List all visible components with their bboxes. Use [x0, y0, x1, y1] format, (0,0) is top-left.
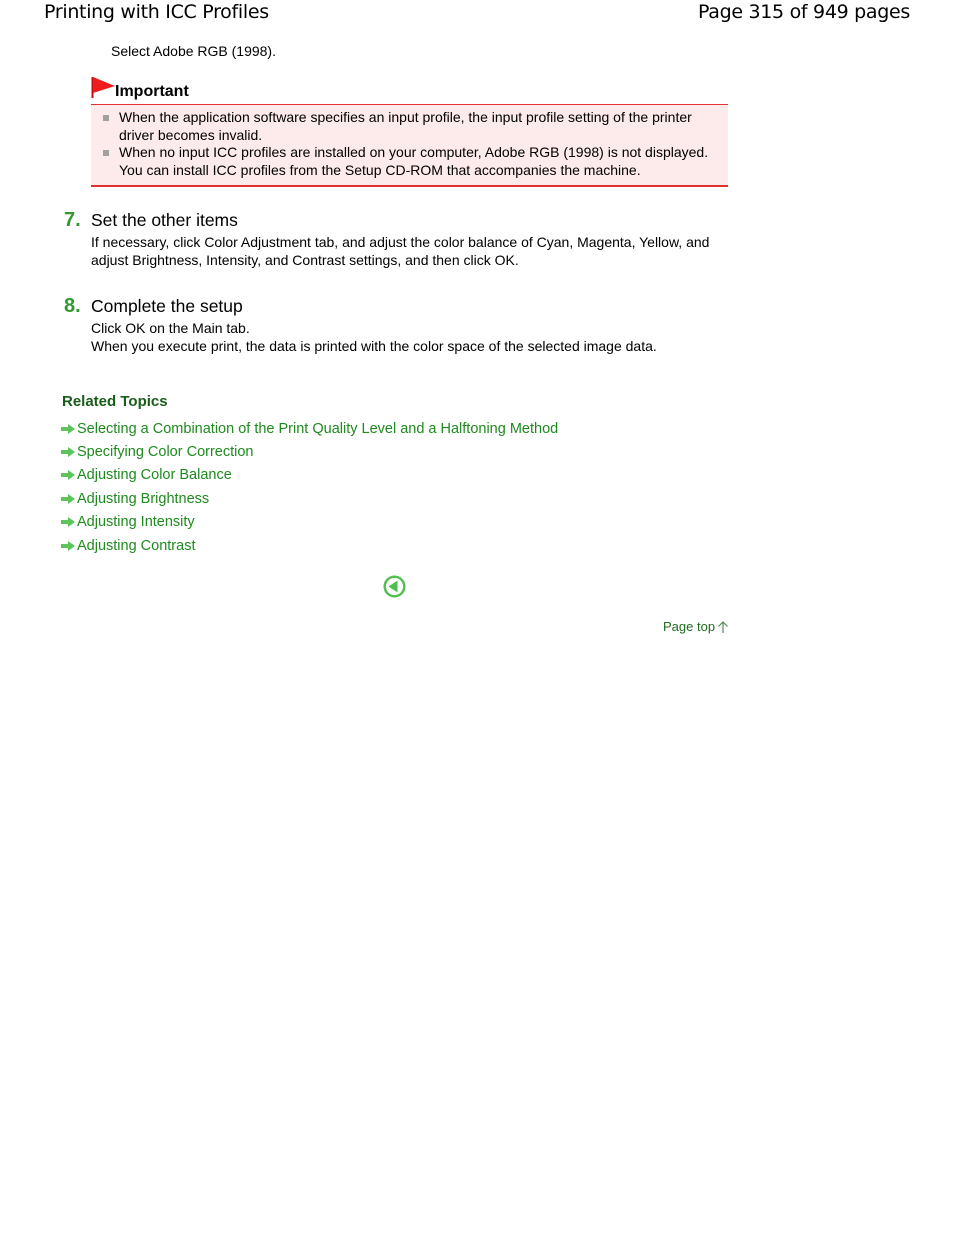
related-link[interactable] [60, 417, 558, 440]
up-arrow-icon [717, 620, 729, 634]
bullet-icon [103, 115, 109, 121]
step-title: Set the other items [91, 210, 238, 230]
important-item [119, 144, 718, 179]
green-arrow-icon [60, 516, 76, 528]
related-link[interactable] [60, 464, 558, 487]
step-title: Complete the setup [91, 296, 243, 316]
important-label: Important [115, 83, 189, 100]
important-header [91, 76, 728, 105]
step-8 [64, 294, 744, 364]
step-body-line: When you execute print, the data is printed with the color space of the selected image data. [91, 338, 657, 354]
related-link[interactable] [60, 440, 558, 463]
related-link[interactable] [60, 534, 558, 557]
green-arrow-icon [60, 423, 76, 435]
related-link-text[interactable]: Adjusting Brightness [77, 490, 210, 507]
related-link-text[interactable]: Selecting a Combination of the Print Quality Level and a Halftoning Method [77, 420, 559, 437]
page-top-link[interactable] [663, 619, 729, 635]
green-arrow-icon [60, 446, 76, 458]
important-box [91, 76, 728, 187]
step-body: If necessary, click Color Adjustment tab, and adjust the color balance of Cyan, Magenta, Yellow, and adjust Brightness, Intensity, and Contrast settings, and then click OK. [91, 234, 710, 268]
step-body [91, 319, 741, 355]
page-title: Printing with ICC Profiles [44, 1, 269, 23]
important-body [91, 105, 728, 187]
step-number: 7. [64, 209, 81, 231]
related-link[interactable] [60, 487, 558, 510]
related-link-text[interactable]: Adjusting Contrast [77, 537, 196, 554]
red-flag-icon [91, 76, 115, 103]
green-arrow-icon [60, 540, 76, 552]
page-top-label[interactable]: Page top [663, 619, 716, 634]
related-topics-list [60, 417, 558, 557]
step-number: 8. [64, 295, 81, 317]
related-link[interactable] [60, 511, 558, 534]
important-item-text: When no input ICC profiles are installed on your computer, Adobe RGB (1998) is not displayed. You can install ICC profiles from the Setup CD-ROM that accompanies the machine. [119, 144, 709, 178]
related-link-text[interactable]: Adjusting Color Balance [77, 467, 232, 484]
related-link-text[interactable]: Adjusting Intensity [77, 514, 195, 531]
page-counter: Page 315 of 949 pages [697, 1, 910, 23]
related-topics-heading: Related Topics [62, 393, 168, 410]
bullet-icon [103, 150, 109, 156]
important-item [119, 109, 718, 144]
step-body-line: Click OK on the Main tab. [91, 320, 250, 336]
step-7 [64, 208, 744, 278]
important-item-text: When the application software specifies an input profile, the input profile setting of the printer driver becomes invalid. [119, 109, 692, 143]
green-arrow-icon [60, 493, 76, 505]
select-instruction: Select Adobe RGB (1998). [111, 43, 276, 59]
back-circle-icon[interactable] [383, 575, 406, 598]
green-arrow-icon [60, 469, 76, 481]
related-link-text[interactable]: Specifying Color Correction [77, 444, 254, 461]
